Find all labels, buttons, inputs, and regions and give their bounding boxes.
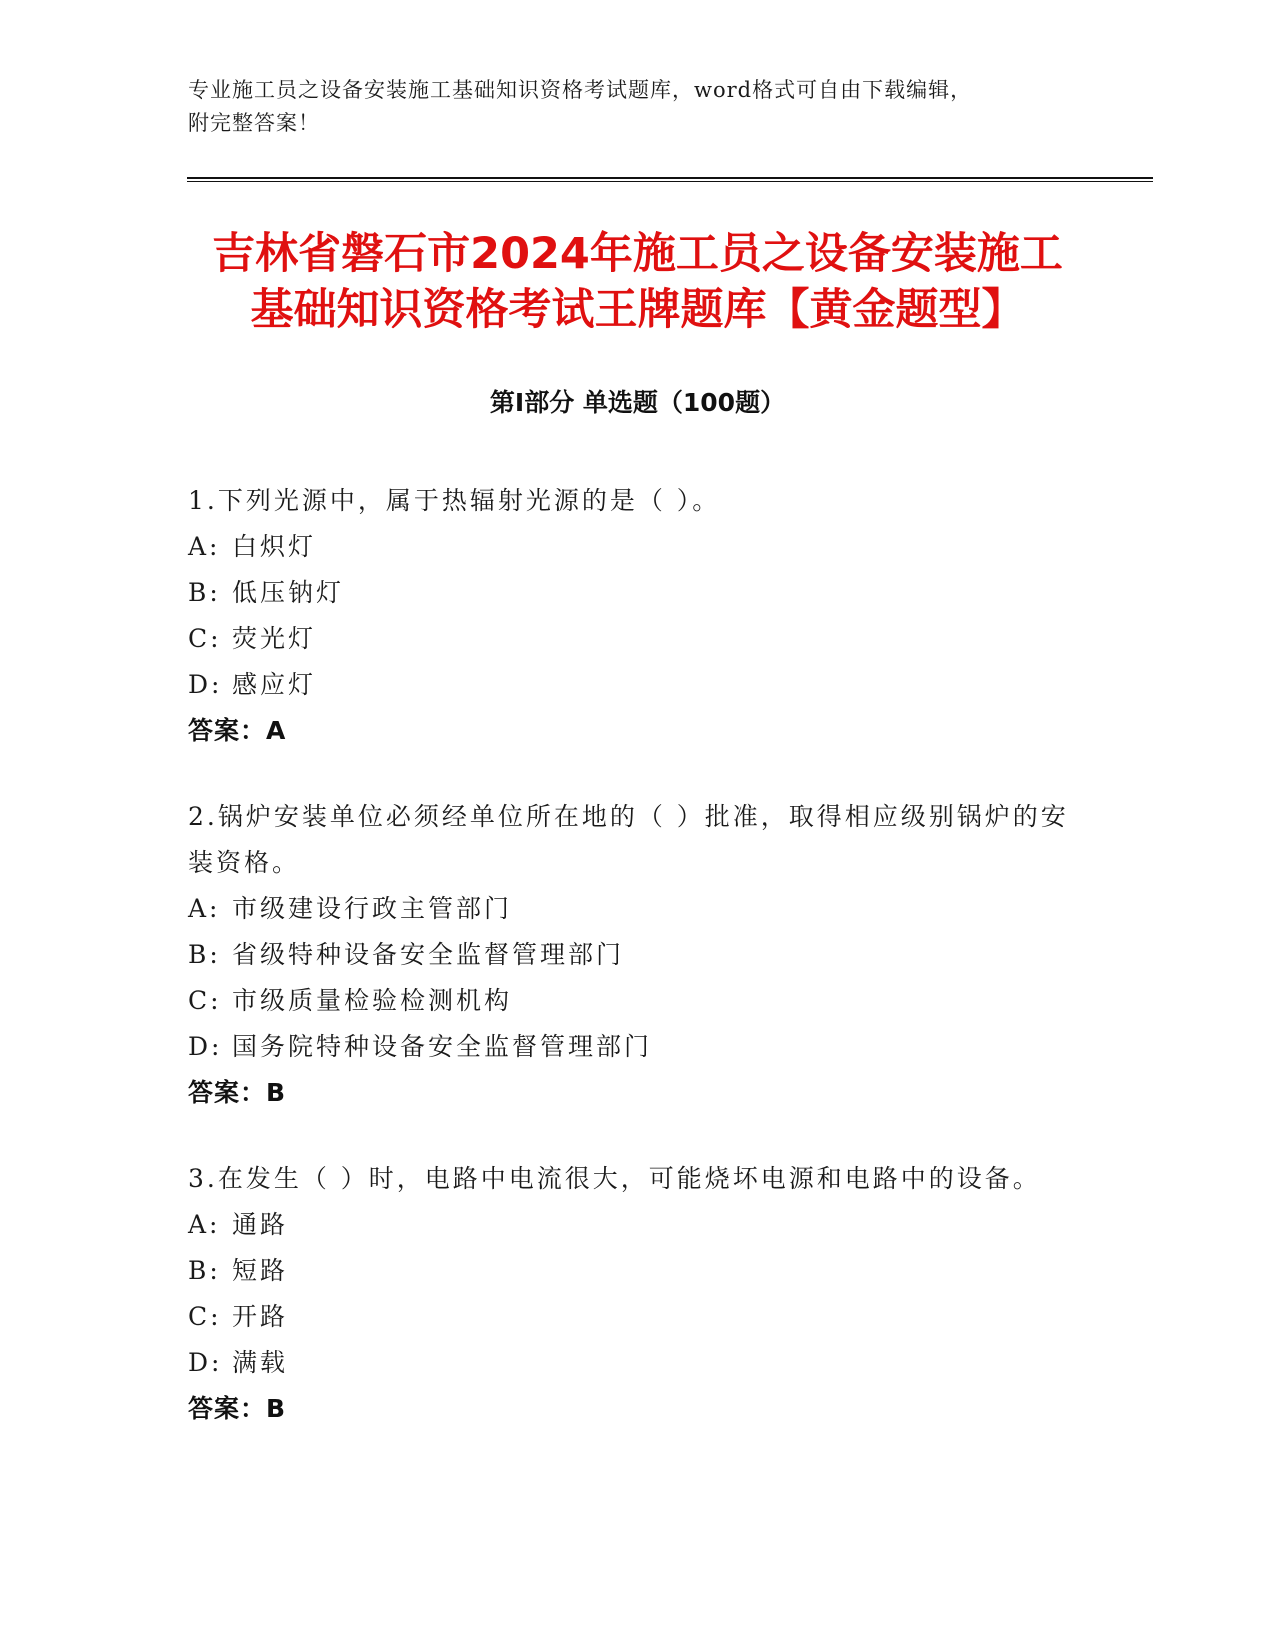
question-stem: 1.下列光源中，属于热辐射光源的是（ ）。	[188, 486, 721, 515]
answer-line: 答案：B	[188, 1078, 287, 1107]
option-letter: D:	[188, 670, 223, 699]
header-note-line-2: 附完整答案！	[188, 111, 320, 135]
option-text: 开路	[232, 1302, 289, 1331]
option-c	[188, 616, 1088, 662]
option-b	[188, 570, 1088, 616]
header-note	[188, 74, 1068, 140]
option-text: 市级建设行政主管部门	[232, 894, 513, 923]
option-text: 白炽灯	[232, 532, 317, 561]
question-stem: 2.锅炉安装单位必须经单位所在地的（ ）批准，取得相应级别锅炉的安装资格。	[188, 802, 1069, 877]
option-letter: B:	[188, 578, 221, 607]
answer-line: 答案：A	[188, 716, 287, 745]
option-text: 市级质量检验检测机构	[232, 986, 513, 1015]
option-letter: A:	[188, 1210, 221, 1239]
option-c	[188, 978, 1088, 1024]
option-a	[188, 524, 1088, 570]
option-letter: A:	[188, 894, 221, 923]
option-b	[188, 932, 1088, 978]
option-text: 省级特种设备安全监督管理部门	[232, 940, 625, 969]
option-text: 通路	[232, 1210, 289, 1239]
option-a	[188, 886, 1088, 932]
document-title-line-2: 基础知识资格考试王牌题库【黄金题型】	[250, 285, 1025, 335]
section-heading: 第Ⅰ部分 单选题（100题）	[489, 388, 786, 417]
option-a	[188, 1202, 1088, 1248]
question-2	[188, 794, 1088, 1116]
option-b	[188, 1248, 1088, 1294]
option-letter: C:	[188, 986, 222, 1015]
header-divider-thick	[187, 177, 1153, 179]
question-1	[188, 478, 1088, 754]
option-d	[188, 662, 1088, 708]
option-text: 荧光灯	[232, 624, 317, 653]
option-letter: B:	[188, 940, 221, 969]
header-divider-thin	[187, 181, 1153, 182]
document-title	[160, 226, 1115, 338]
option-d	[188, 1340, 1088, 1386]
question-3	[188, 1156, 1088, 1432]
header-note-line-1: 专业施工员之设备安装施工基础知识资格考试题库，word格式可自由下载编辑，	[188, 78, 973, 102]
question-list	[188, 478, 1088, 1472]
option-text: 满载	[232, 1348, 289, 1377]
option-c	[188, 1294, 1088, 1340]
document-title-line-1: 吉林省磐石市2024年施工员之设备安装施工	[212, 229, 1063, 279]
option-letter: C:	[188, 1302, 222, 1331]
option-text: 感应灯	[232, 670, 317, 699]
option-text: 短路	[232, 1256, 289, 1285]
option-letter: D:	[188, 1348, 223, 1377]
option-text: 国务院特种设备安全监督管理部门	[232, 1032, 653, 1061]
answer-line: 答案：B	[188, 1394, 287, 1423]
option-d	[188, 1024, 1088, 1070]
option-letter: D:	[188, 1032, 223, 1061]
option-letter: A:	[188, 532, 221, 561]
option-letter: C:	[188, 624, 222, 653]
option-text: 低压钠灯	[232, 578, 345, 607]
option-letter: B:	[188, 1256, 221, 1285]
question-stem: 3.在发生（ ）时，电路中电流很大，可能烧坏电源和电路中的设备。	[188, 1164, 1041, 1193]
